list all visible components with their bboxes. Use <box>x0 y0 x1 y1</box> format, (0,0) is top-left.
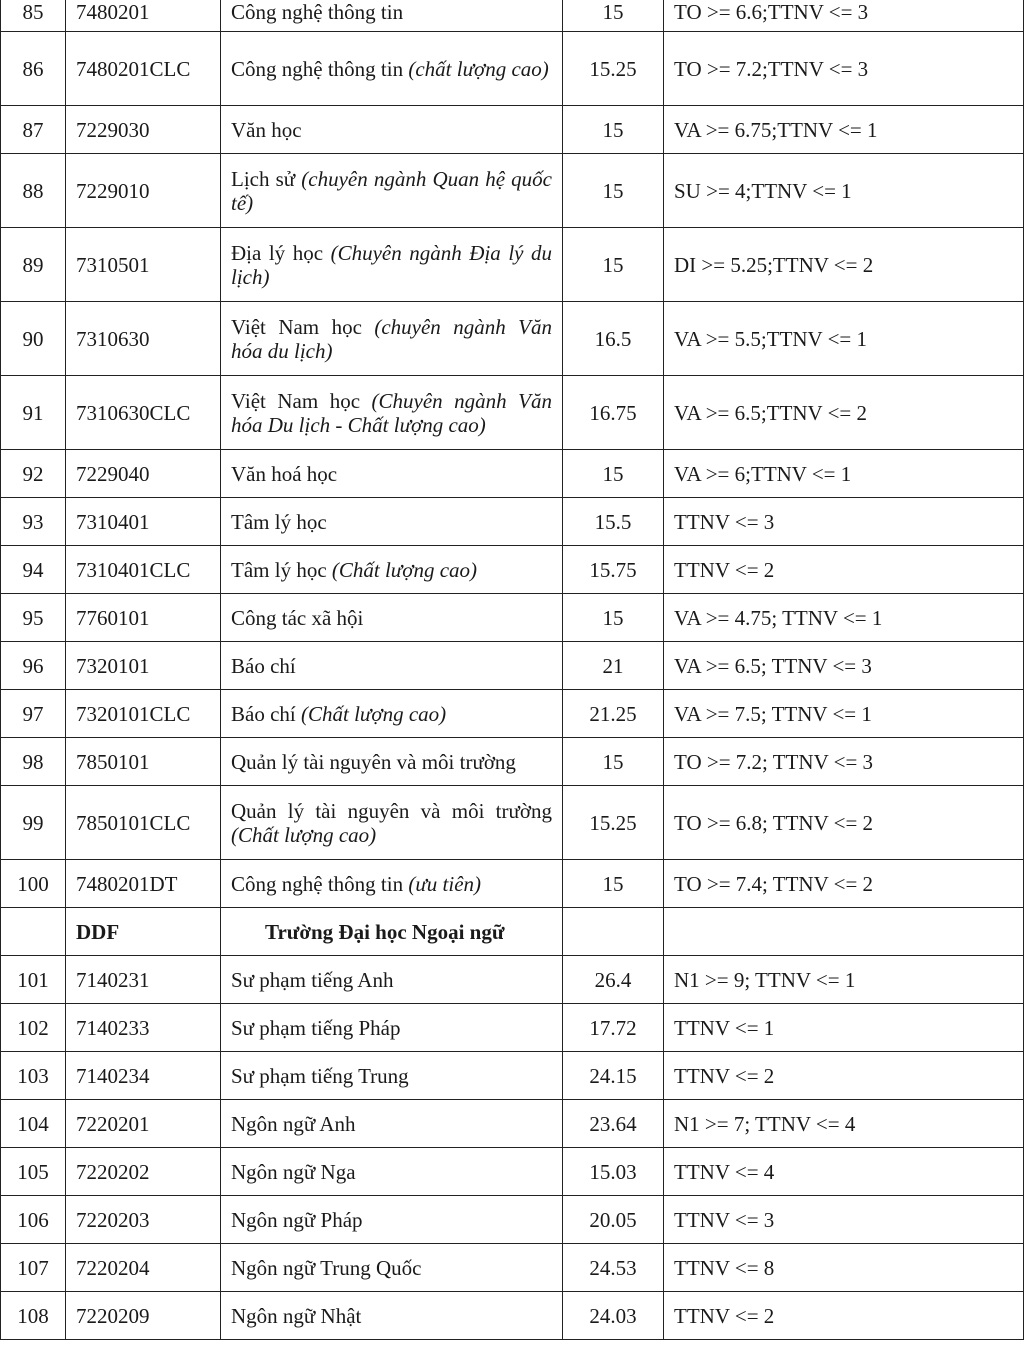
major-name <box>221 1292 563 1340</box>
cutoff-score: 17.72 <box>563 1004 664 1052</box>
major-code: 7480201CLC <box>66 32 221 106</box>
cutoff-score: 15 <box>563 154 664 228</box>
major-name <box>221 376 563 450</box>
cutoff-score: 15 <box>563 228 664 302</box>
tie-break-condition: TTNV <= 1 <box>664 1004 1024 1052</box>
major-code: 7760101 <box>66 594 221 642</box>
major-name-note: (chất lượng cao) <box>408 56 549 81</box>
major-code: 7310401CLC <box>66 546 221 594</box>
cutoff-score: 16.75 <box>563 376 664 450</box>
table-row <box>1 956 1024 1004</box>
tie-break-condition: TO >= 6.6;TTNV <= 3 <box>664 0 1024 32</box>
major-code: 7310630 <box>66 302 221 376</box>
tie-break-condition: VA >= 5.5;TTNV <= 1 <box>664 302 1024 376</box>
major-name-text: Công tác xã hội <box>231 605 364 630</box>
cutoff-score: 20.05 <box>563 1196 664 1244</box>
row-number: 104 <box>1 1100 66 1148</box>
major-name <box>221 1052 563 1100</box>
major-code: 7310501 <box>66 228 221 302</box>
major-name <box>221 1100 563 1148</box>
table-row <box>1 1244 1024 1292</box>
row-number: 105 <box>1 1148 66 1196</box>
major-code: 7310630CLC <box>66 376 221 450</box>
tie-break-condition: TTNV <= 8 <box>664 1244 1024 1292</box>
major-name-note: (ưu tiên) <box>408 871 482 896</box>
table-row <box>1 1052 1024 1100</box>
cutoff-score: 15 <box>563 860 664 908</box>
cutoff-score: 15.5 <box>563 498 664 546</box>
cutoff-score: 26.4 <box>563 956 664 1004</box>
major-name-text: Công nghệ thông tin <box>231 0 404 24</box>
table-row <box>1 642 1024 690</box>
major-name-text: Tâm lý học <box>231 509 327 534</box>
tie-break-condition: TTNV <= 2 <box>664 1052 1024 1100</box>
row-number: 88 <box>1 154 66 228</box>
school-header-no-cell <box>1 908 66 956</box>
major-name-note: (Chuyên ngành Văn hóa Du lịch - Chất lượng cao) <box>231 388 552 437</box>
major-code: 7229010 <box>66 154 221 228</box>
major-name-text: Sư phạm tiếng Pháp <box>231 1015 401 1040</box>
row-number: 99 <box>1 786 66 860</box>
row-number: 96 <box>1 642 66 690</box>
major-name-text: Ngôn ngữ Nga <box>231 1159 356 1184</box>
major-name <box>221 738 563 786</box>
tie-break-condition: TO >= 7.4; TTNV <= 2 <box>664 860 1024 908</box>
major-name-note: (chuyên ngành Văn hóa du lịch) <box>231 314 552 363</box>
school-code: DDF <box>66 908 221 956</box>
major-name-text: Công nghệ thông tin <box>231 56 404 81</box>
table-row <box>1 498 1024 546</box>
cutoff-score: 24.53 <box>563 1244 664 1292</box>
tie-break-condition: N1 >= 9; TTNV <= 1 <box>664 956 1024 1004</box>
major-name-note: (Chất lượng cao) <box>331 557 478 582</box>
major-code: 7229040 <box>66 450 221 498</box>
cutoff-score: 15 <box>563 594 664 642</box>
major-name <box>221 642 563 690</box>
major-name-text: Quản lý tài nguyên và môi trường <box>231 798 552 823</box>
major-code: 7220203 <box>66 1196 221 1244</box>
major-name-note: (Chất lượng cao) <box>300 701 447 726</box>
major-name <box>221 0 563 32</box>
row-number: 107 <box>1 1244 66 1292</box>
major-name <box>221 546 563 594</box>
tie-break-condition: VA >= 6;TTNV <= 1 <box>664 450 1024 498</box>
table-row <box>1 1292 1024 1340</box>
tie-break-condition: VA >= 7.5; TTNV <= 1 <box>664 690 1024 738</box>
row-number: 108 <box>1 1292 66 1340</box>
major-name-text: Văn hoá học <box>231 461 338 486</box>
major-code: 7220204 <box>66 1244 221 1292</box>
major-name-text: Ngôn ngữ Pháp <box>231 1207 363 1232</box>
major-name-text: Sư phạm tiếng Trung <box>231 1063 409 1088</box>
row-number: 89 <box>1 228 66 302</box>
major-name <box>221 106 563 154</box>
major-name-text: Quản lý tài nguyên và môi trường <box>231 749 516 774</box>
tie-break-condition: SU >= 4;TTNV <= 1 <box>664 154 1024 228</box>
row-number: 87 <box>1 106 66 154</box>
tie-break-condition: DI >= 5.25;TTNV <= 2 <box>664 228 1024 302</box>
major-name-text: Sư phạm tiếng Anh <box>231 967 394 992</box>
major-name <box>221 498 563 546</box>
school-header-cond-cell <box>664 908 1024 956</box>
major-name-text: Báo chí <box>231 653 296 678</box>
major-name <box>221 594 563 642</box>
table-row <box>1 1004 1024 1052</box>
major-name-note: (Chuyên ngành Địa lý du lịch) <box>231 240 552 289</box>
cutoff-score: 24.03 <box>563 1292 664 1340</box>
cutoff-score: 21.25 <box>563 690 664 738</box>
major-name-text: Công nghệ thông tin <box>231 871 404 896</box>
table-row <box>1 376 1024 450</box>
cutoff-score: 24.15 <box>563 1052 664 1100</box>
cutoff-score: 15.25 <box>563 786 664 860</box>
major-name-text: Văn học <box>231 117 302 142</box>
major-code: 7140233 <box>66 1004 221 1052</box>
major-name-text: Ngôn ngữ Nhật <box>231 1303 362 1328</box>
table-row <box>1 1148 1024 1196</box>
major-name-note: (chuyên ngành Quan hệ quốc tế) <box>231 166 553 215</box>
row-number: 103 <box>1 1052 66 1100</box>
major-name <box>221 228 563 302</box>
table-row <box>1 1196 1024 1244</box>
major-name <box>221 860 563 908</box>
cutoff-score: 15 <box>563 738 664 786</box>
row-number: 98 <box>1 738 66 786</box>
tie-break-condition: VA >= 4.75; TTNV <= 1 <box>664 594 1024 642</box>
table-row <box>1 450 1024 498</box>
cutoff-score: 21 <box>563 642 664 690</box>
major-name-text: Lịch sử <box>231 166 296 191</box>
major-code: 7320101 <box>66 642 221 690</box>
table-row <box>1 546 1024 594</box>
major-name <box>221 1148 563 1196</box>
major-code: 7140234 <box>66 1052 221 1100</box>
major-name-text: Báo chí <box>231 701 296 726</box>
row-number: 92 <box>1 450 66 498</box>
tie-break-condition: VA >= 6.5;TTNV <= 2 <box>664 376 1024 450</box>
major-name <box>221 302 563 376</box>
major-name <box>221 1244 563 1292</box>
tie-break-condition: TO >= 7.2;TTNV <= 3 <box>664 32 1024 106</box>
cutoff-score: 16.5 <box>563 302 664 376</box>
tie-break-condition: TTNV <= 3 <box>664 1196 1024 1244</box>
table-row <box>1 0 1024 32</box>
row-number: 86 <box>1 32 66 106</box>
cutoff-score: 15 <box>563 0 664 32</box>
row-number: 93 <box>1 498 66 546</box>
major-code: 7480201 <box>66 0 221 32</box>
school-header-section <box>1 908 1024 956</box>
table-row <box>1 786 1024 860</box>
major-name <box>221 32 563 106</box>
table-row <box>1 302 1024 376</box>
major-code: 7220209 <box>66 1292 221 1340</box>
school-header-row <box>1 908 1024 956</box>
major-name-note: (Chất lượng cao) <box>231 822 377 847</box>
major-name <box>221 786 563 860</box>
major-code: 7480201DT <box>66 860 221 908</box>
major-name-text: Việt Nam học <box>231 314 362 339</box>
school-name: Trường Đại học Ngoại ngữ <box>221 908 563 956</box>
row-number: 97 <box>1 690 66 738</box>
cutoff-score: 15.03 <box>563 1148 664 1196</box>
table-row <box>1 690 1024 738</box>
major-name <box>221 956 563 1004</box>
table-row <box>1 228 1024 302</box>
tie-break-condition: N1 >= 7; TTNV <= 4 <box>664 1100 1024 1148</box>
row-number: 101 <box>1 956 66 1004</box>
major-name <box>221 1004 563 1052</box>
table-row <box>1 738 1024 786</box>
table-row <box>1 32 1024 106</box>
major-name-text: Việt Nam học <box>231 388 361 413</box>
table-row <box>1 154 1024 228</box>
tie-break-condition: TTNV <= 2 <box>664 546 1024 594</box>
row-number: 85 <box>1 0 66 32</box>
major-name-text: Địa lý học <box>231 240 324 265</box>
cutoff-score: 15.25 <box>563 32 664 106</box>
row-number: 102 <box>1 1004 66 1052</box>
major-code: 7140231 <box>66 956 221 1004</box>
cutoff-score: 15 <box>563 106 664 154</box>
major-code: 7220201 <box>66 1100 221 1148</box>
tie-break-condition: TO >= 7.2; TTNV <= 3 <box>664 738 1024 786</box>
row-number: 91 <box>1 376 66 450</box>
major-name-text: Ngôn ngữ Anh <box>231 1111 356 1136</box>
school-header-score-cell <box>563 908 664 956</box>
major-name-text: Ngôn ngữ Trung Quốc <box>231 1255 422 1280</box>
major-name <box>221 690 563 738</box>
cutoff-score: 15.75 <box>563 546 664 594</box>
row-number: 100 <box>1 860 66 908</box>
row-number: 94 <box>1 546 66 594</box>
major-code: 7850101CLC <box>66 786 221 860</box>
major-name <box>221 154 563 228</box>
tie-break-condition: TTNV <= 3 <box>664 498 1024 546</box>
row-number: 106 <box>1 1196 66 1244</box>
row-number: 90 <box>1 302 66 376</box>
table-row <box>1 860 1024 908</box>
major-code: 7320101CLC <box>66 690 221 738</box>
tie-break-condition: VA >= 6.75;TTNV <= 1 <box>664 106 1024 154</box>
table-row <box>1 594 1024 642</box>
major-name <box>221 1196 563 1244</box>
tie-break-condition: TTNV <= 2 <box>664 1292 1024 1340</box>
major-name-text: Tâm lý học <box>231 557 327 582</box>
tie-break-condition: TO >= 6.8; TTNV <= 2 <box>664 786 1024 860</box>
major-code: 7850101 <box>66 738 221 786</box>
table-body-rows-85-100 <box>1 0 1024 908</box>
major-name <box>221 450 563 498</box>
table-body-rows-101-108 <box>1 956 1024 1340</box>
cutoff-score: 15 <box>563 450 664 498</box>
tie-break-condition: VA >= 6.5; TTNV <= 3 <box>664 642 1024 690</box>
major-code: 7310401 <box>66 498 221 546</box>
table-row <box>1 1100 1024 1148</box>
tie-break-condition: TTNV <= 4 <box>664 1148 1024 1196</box>
major-code: 7229030 <box>66 106 221 154</box>
cutoff-score: 23.64 <box>563 1100 664 1148</box>
row-number: 95 <box>1 594 66 642</box>
table-row <box>1 106 1024 154</box>
major-code: 7220202 <box>66 1148 221 1196</box>
